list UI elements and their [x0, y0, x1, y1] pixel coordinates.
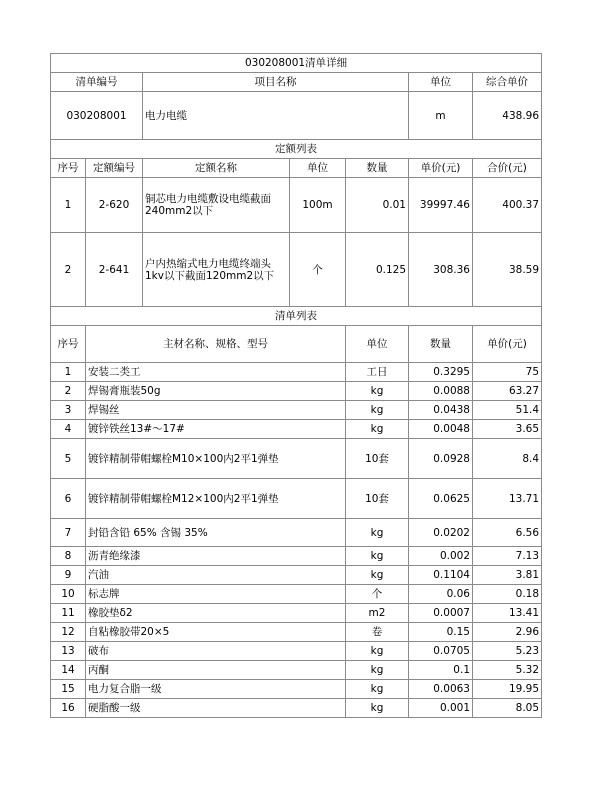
- material-qty: 0.0928: [409, 439, 473, 479]
- material-name: 安装二类工: [86, 363, 346, 382]
- material-row: [51, 519, 542, 547]
- material-row: [51, 363, 542, 382]
- sheet-title: 030208001清单详细: [51, 54, 542, 73]
- material-price: 75: [473, 363, 542, 382]
- bill-name: 电力电缆: [143, 92, 409, 140]
- material-name: 丙酮: [86, 661, 346, 680]
- material-price: 3.65: [473, 420, 542, 439]
- material-name: 汽油: [86, 566, 346, 585]
- quota-total: 38.59: [473, 233, 542, 307]
- bill-unit-header: 单位: [409, 73, 473, 92]
- material-section-title-row: [51, 307, 542, 326]
- title-row: [51, 54, 542, 73]
- material-no: 9: [51, 566, 86, 585]
- material-no: 16: [51, 699, 86, 718]
- material-price: 51.4: [473, 401, 542, 420]
- material-qty: 0.0088: [409, 382, 473, 401]
- material-row: [51, 699, 542, 718]
- bill-code-header: 清单编号: [51, 73, 143, 92]
- material-price: 19.95: [473, 680, 542, 699]
- material-row: [51, 479, 542, 519]
- material-no: 2: [51, 382, 86, 401]
- material-row: [51, 661, 542, 680]
- material-no-header: 序号: [51, 326, 86, 363]
- bill-unit: m: [409, 92, 473, 140]
- material-row: [51, 585, 542, 604]
- material-name: 沥青绝缘漆: [86, 547, 346, 566]
- material-header-row: [51, 326, 542, 363]
- quota-header-row: [51, 159, 542, 178]
- material-no: 5: [51, 439, 86, 479]
- material-qty: 0.0438: [409, 401, 473, 420]
- material-unit: kg: [346, 699, 409, 718]
- material-qty: 0.1: [409, 661, 473, 680]
- material-name: 镀锌精制带帽螺栓M12×100内2平1弹垫: [86, 479, 346, 519]
- material-name: 镀锌铁丝13#～17#: [86, 420, 346, 439]
- material-row: [51, 420, 542, 439]
- quota-price: 308.36: [409, 233, 473, 307]
- quota-name: 铜芯电力电缆敷设电缆截面240mm2以下: [143, 178, 290, 233]
- material-no: 7: [51, 519, 86, 547]
- material-price: 6.56: [473, 519, 542, 547]
- quota-no: 2: [51, 233, 86, 307]
- quota-code: 2-620: [86, 178, 143, 233]
- material-no: 3: [51, 401, 86, 420]
- material-name: 镀锌精制带帽螺栓M10×100内2平1弹垫: [86, 439, 346, 479]
- material-name: 破布: [86, 642, 346, 661]
- material-qty: 0.06: [409, 585, 473, 604]
- quota-name-header: 定额名称: [143, 159, 290, 178]
- material-no: 10: [51, 585, 86, 604]
- material-unit: 10套: [346, 439, 409, 479]
- bill-name-header: 项目名称: [143, 73, 409, 92]
- quota-section-title: 定额列表: [51, 140, 542, 159]
- material-unit: kg: [346, 566, 409, 585]
- material-row: [51, 547, 542, 566]
- material-unit: 工日: [346, 363, 409, 382]
- material-row: [51, 642, 542, 661]
- quota-total-header: 合价(元): [473, 159, 542, 178]
- quota-qty-header: 数量: [346, 159, 409, 178]
- material-name: 焊锡膏瓶装50g: [86, 382, 346, 401]
- material-name: 自粘橡胶带20×5: [86, 623, 346, 642]
- bill-row: [51, 92, 542, 140]
- quota-row: [51, 233, 542, 307]
- material-name: 电力复合脂一级: [86, 680, 346, 699]
- material-qty: 0.002: [409, 547, 473, 566]
- material-unit: kg: [346, 661, 409, 680]
- material-price: 7.13: [473, 547, 542, 566]
- material-name: 焊锡丝: [86, 401, 346, 420]
- material-unit: m2: [346, 604, 409, 623]
- quota-total: 400.37: [473, 178, 542, 233]
- quota-price-header: 单价(元): [409, 159, 473, 178]
- material-unit: kg: [346, 680, 409, 699]
- material-price: 8.4: [473, 439, 542, 479]
- material-no: 11: [51, 604, 86, 623]
- material-price: 3.81: [473, 566, 542, 585]
- material-price: 63.27: [473, 382, 542, 401]
- material-row: [51, 382, 542, 401]
- material-qty: 0.0202: [409, 519, 473, 547]
- material-no: 6: [51, 479, 86, 519]
- material-price: 5.32: [473, 661, 542, 680]
- material-qty: 0.001: [409, 699, 473, 718]
- bill-composite-price: 438.96: [473, 92, 542, 140]
- quota-unit-header: 单位: [290, 159, 346, 178]
- material-row: [51, 401, 542, 420]
- material-row: [51, 680, 542, 699]
- material-unit: kg: [346, 519, 409, 547]
- material-no: 8: [51, 547, 86, 566]
- quota-section-title-row: [51, 140, 542, 159]
- material-row: [51, 439, 542, 479]
- material-name: 封铅含铅 65% 含锡 35%: [86, 519, 346, 547]
- material-unit: 卷: [346, 623, 409, 642]
- material-qty: 0.0705: [409, 642, 473, 661]
- material-section-title: 清单列表: [51, 307, 542, 326]
- quota-no: 1: [51, 178, 86, 233]
- material-name: 硬脂酸一级: [86, 699, 346, 718]
- quota-name: 户内热缩式电力电缆终端头1kv以下截面120mm2以下: [143, 233, 290, 307]
- material-name: 橡胶垫δ2: [86, 604, 346, 623]
- material-qty: 0.0625: [409, 479, 473, 519]
- material-price: 8.05: [473, 699, 542, 718]
- material-no: 4: [51, 420, 86, 439]
- quota-no-header: 序号: [51, 159, 86, 178]
- material-row: [51, 623, 542, 642]
- material-price-header: 单价(元): [473, 326, 542, 363]
- material-unit: kg: [346, 420, 409, 439]
- quota-unit: 个: [290, 233, 346, 307]
- quota-qty: 0.125: [346, 233, 409, 307]
- material-unit: 个: [346, 585, 409, 604]
- material-qty: 0.1104: [409, 566, 473, 585]
- material-qty: 0.0063: [409, 680, 473, 699]
- quota-code-header: 定额编号: [86, 159, 143, 178]
- material-no: 12: [51, 623, 86, 642]
- material-qty: 0.0007: [409, 604, 473, 623]
- material-price: 13.71: [473, 479, 542, 519]
- material-unit: 10套: [346, 479, 409, 519]
- material-unit: kg: [346, 642, 409, 661]
- material-unit: kg: [346, 547, 409, 566]
- material-qty-header: 数量: [409, 326, 473, 363]
- material-qty: 0.15: [409, 623, 473, 642]
- bill-detail-table: [50, 53, 542, 718]
- material-row: [51, 604, 542, 623]
- material-no: 15: [51, 680, 86, 699]
- bill-header-row: [51, 73, 542, 92]
- material-name: 标志牌: [86, 585, 346, 604]
- material-unit-header: 单位: [346, 326, 409, 363]
- material-qty: 0.0048: [409, 420, 473, 439]
- quota-code: 2-641: [86, 233, 143, 307]
- material-no: 13: [51, 642, 86, 661]
- material-no: 1: [51, 363, 86, 382]
- bill-code: 030208001: [51, 92, 143, 140]
- quota-row: [51, 178, 542, 233]
- material-name-header: 主材名称、规格、型号: [86, 326, 346, 363]
- material-price: 2.96: [473, 623, 542, 642]
- bill-price-header: 综合单价: [473, 73, 542, 92]
- material-price: 0.18: [473, 585, 542, 604]
- material-qty: 0.3295: [409, 363, 473, 382]
- quota-price: 39997.46: [409, 178, 473, 233]
- material-price: 13.41: [473, 604, 542, 623]
- material-no: 14: [51, 661, 86, 680]
- material-unit: kg: [346, 401, 409, 420]
- material-row: [51, 566, 542, 585]
- quota-unit: 100m: [290, 178, 346, 233]
- material-unit: kg: [346, 382, 409, 401]
- quota-qty: 0.01: [346, 178, 409, 233]
- material-price: 5.23: [473, 642, 542, 661]
